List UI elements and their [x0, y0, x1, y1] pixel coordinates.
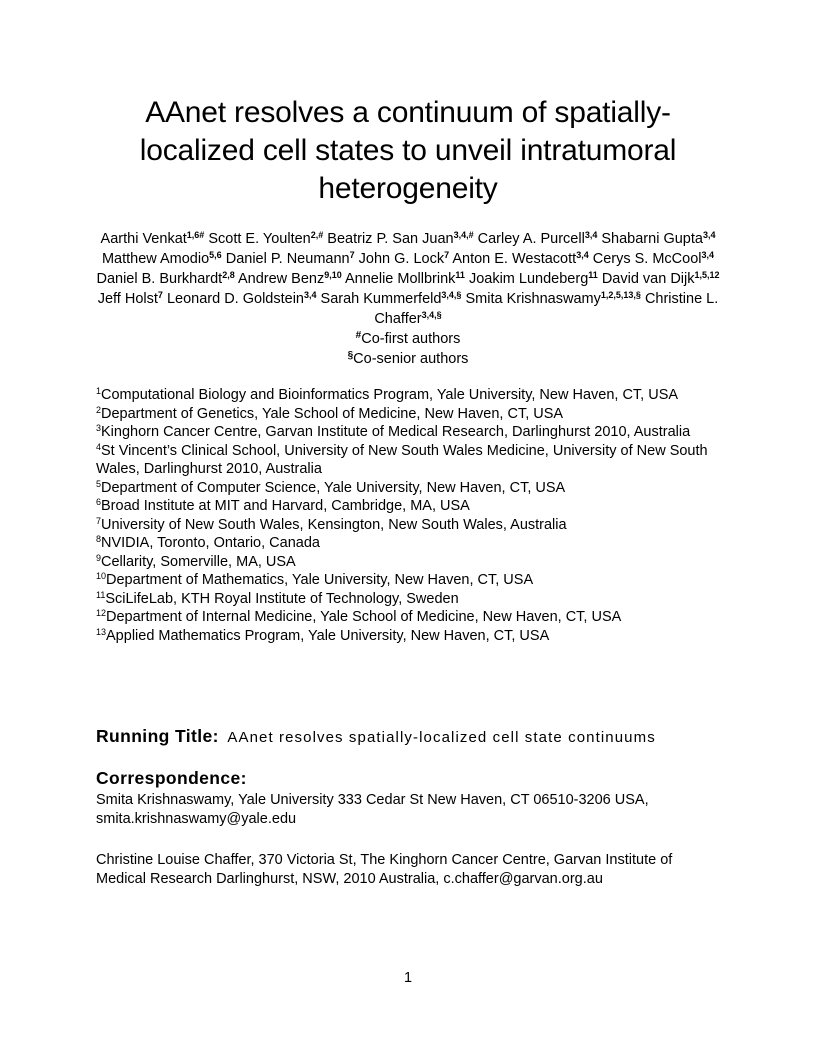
correspondence-entry-2: Christine Louise Chaffer, 370 Victoria St, The Kinghorn Cancer Centre, Garvan Institute of Medical Research Darlinghurst, NSW, 2010 Australia, c.chaffer@garvan.org.au: [96, 852, 673, 887]
co-first-note: #Co-first authors: [355, 330, 461, 347]
affiliation-item: [96, 590, 726, 609]
affiliation-number: 9: [96, 552, 102, 563]
affiliation-number: 13: [96, 626, 107, 637]
affiliation-item: [96, 405, 726, 424]
correspondence-heading: Correspondence:: [96, 768, 247, 788]
author: [602, 271, 720, 287]
affiliation-number: 4: [96, 441, 102, 452]
author-affiliation-marker: 3,4,#: [453, 230, 474, 240]
affiliation-text: Applied Mathematics Program, Yale University, New Haven, CT, USA: [106, 627, 550, 644]
page-number: 1: [403, 970, 413, 986]
author-name: Carley A. Purcell: [477, 231, 585, 247]
author-name: Andrew Benz: [237, 271, 325, 287]
author-affiliation-marker: 11: [455, 270, 465, 280]
affiliation-text: University of New South Wales, Kensington, New South Wales, Australia: [101, 516, 567, 533]
affiliation-text: Kinghorn Cancer Centre, Garvan Institute of Medical Research, Darlinghurst 2010, Australia: [101, 424, 691, 440]
author-name: Leonard D. Goldstein: [166, 291, 304, 307]
affiliation-number: 7: [96, 515, 102, 526]
correspondence-entry-1: Smita Krishnaswamy, Yale University 333 Cedar St New Haven, CT 06510-3206 USA, smita.krishnaswamy@yale.edu: [96, 792, 649, 827]
author-affiliation-marker: 3,4,§: [441, 290, 462, 300]
author-affiliation-marker: 9,10: [324, 270, 342, 280]
author-name: Christine L. Chaffer: [374, 291, 719, 327]
affiliation-text: Department of Genetics, Yale School of Medicine, New Haven, CT, USA: [101, 405, 564, 422]
author-name: Aarthi Venkat: [100, 231, 187, 247]
author: [208, 231, 323, 247]
affiliation-item: [96, 516, 726, 535]
author-affiliation-marker: 7: [157, 290, 163, 300]
affiliation-item: [96, 534, 726, 553]
author: [452, 251, 588, 267]
affiliation-number: 12: [96, 608, 107, 618]
affiliation-number: 3: [96, 423, 102, 433]
author-name: Joakim Lundeberg: [468, 271, 589, 287]
author: [101, 231, 205, 247]
author-name: Sarah Kummerfeld: [320, 291, 442, 307]
affiliation-item: [96, 442, 726, 479]
author: [238, 271, 342, 287]
affiliation-item: [96, 423, 726, 442]
author-name: Annelie Mollbrink: [344, 271, 456, 287]
affiliation-text: SciLifeLab, KTH Royal Institute of Technology, Sweden: [105, 590, 459, 607]
affiliation-number: 1: [96, 386, 102, 396]
author-name: Scott E. Youlten: [208, 231, 311, 247]
author-name: Daniel B. Burkhardt: [96, 271, 223, 287]
author-name: Daniel P. Neumann: [225, 251, 350, 267]
affiliation-item: [96, 479, 726, 498]
affiliation-text: Department of Computer Science, Yale University, New Haven, CT, USA: [101, 479, 566, 496]
author-affiliation-marker: 7: [349, 250, 355, 260]
author: [96, 271, 234, 287]
author: [359, 251, 449, 267]
affiliation-text: Department of Mathematics, Yale University, New Haven, CT, USA: [106, 572, 534, 588]
affiliation-item: [96, 627, 726, 646]
author-affiliation-marker: 7: [444, 250, 450, 260]
affiliation-text: NVIDIA, Toronto, Ontario, Canada: [101, 535, 320, 551]
author-name: Matthew Amodio: [101, 251, 210, 267]
author-name: John G. Lock: [358, 251, 445, 267]
author-name: Cerys S. McCool: [592, 251, 702, 267]
affiliation-number: 8: [96, 534, 102, 544]
author: [167, 291, 317, 307]
affiliation-list: [96, 386, 726, 645]
affiliation-text: Broad Institute at MIT and Harvard, Cambridge, MA, USA: [101, 498, 470, 514]
author-affiliation-marker: 3,4: [701, 250, 715, 260]
paper-title: AAnet resolves a continuum of spatially-localized cell states to unveil intratumoral heterogeneity: [139, 96, 677, 205]
author: [469, 271, 598, 287]
author-affiliation-marker: 3,4: [303, 290, 317, 300]
author-affiliation-marker: 1,5,12: [694, 270, 720, 280]
author: [593, 251, 714, 267]
author-affiliation-marker: 11: [588, 270, 598, 280]
author: [98, 291, 163, 307]
author-affiliation-marker: 3,4: [584, 230, 598, 240]
author: [226, 251, 355, 267]
author-affiliation-marker: 3,4,§: [421, 310, 442, 320]
author-affiliation-marker: 3,4: [576, 250, 589, 260]
author-block: [84, 229, 732, 369]
author-name: Anton E. Westacott: [452, 251, 577, 267]
affiliation-item: [96, 386, 726, 405]
author: [345, 271, 465, 287]
author-name: Smita Krishnaswamy: [465, 291, 601, 307]
author: [321, 291, 462, 307]
author-name: Jeff Holst: [97, 291, 158, 307]
author-name: David van Dijk: [601, 271, 695, 287]
author: [478, 231, 598, 247]
affiliation-item: [96, 608, 726, 627]
affiliation-text: St Vincent’s Clinical School, University of New South Wales Medicine, University of New South Wales, Darlinghurst 2010, Australia: [96, 442, 708, 477]
running-title-label: Running Title:: [96, 726, 219, 746]
affiliation-text: Department of Internal Medicine, Yale School of Medicine, New Haven, CT, USA: [106, 609, 622, 625]
running-title: [96, 726, 736, 747]
affiliation-item: [96, 497, 726, 516]
running-title-value: AAnet resolves spatially-localized cell state continuums: [227, 729, 656, 746]
affiliation-text: Cellarity, Somerville, MA, USA: [101, 553, 296, 570]
affiliation-number: 6: [96, 497, 102, 507]
author-affiliation-marker: 1,6#: [186, 230, 205, 240]
author-affiliation-marker: 3,4: [702, 230, 716, 240]
affiliation-item: [96, 571, 726, 590]
author-list: [84, 229, 732, 329]
author-affiliation-marker: 1,2,5,13,§: [600, 290, 641, 300]
co-senior-note: §Co-senior authors: [347, 350, 469, 367]
affiliation-number: 2: [96, 404, 102, 415]
affiliation-item: [96, 553, 726, 572]
author-affiliation-marker: 5,6: [209, 250, 222, 260]
author: [601, 231, 715, 247]
author-affiliation-marker: 2,8: [222, 270, 235, 280]
affiliation-number: 5: [96, 478, 102, 489]
affiliation-number: 10: [96, 571, 107, 581]
affiliation-number: 11: [96, 589, 106, 600]
author: [102, 251, 222, 267]
author-name: Shabarni Gupta: [601, 231, 703, 247]
author: [327, 231, 473, 247]
author-name: Beatriz P. San Juan: [327, 231, 454, 247]
author: [465, 291, 640, 307]
affiliation-text: Computational Biology and Bioinformatics Program, Yale University, New Haven, CT, USA: [101, 387, 679, 403]
author-affiliation-marker: 2,#: [310, 230, 324, 240]
